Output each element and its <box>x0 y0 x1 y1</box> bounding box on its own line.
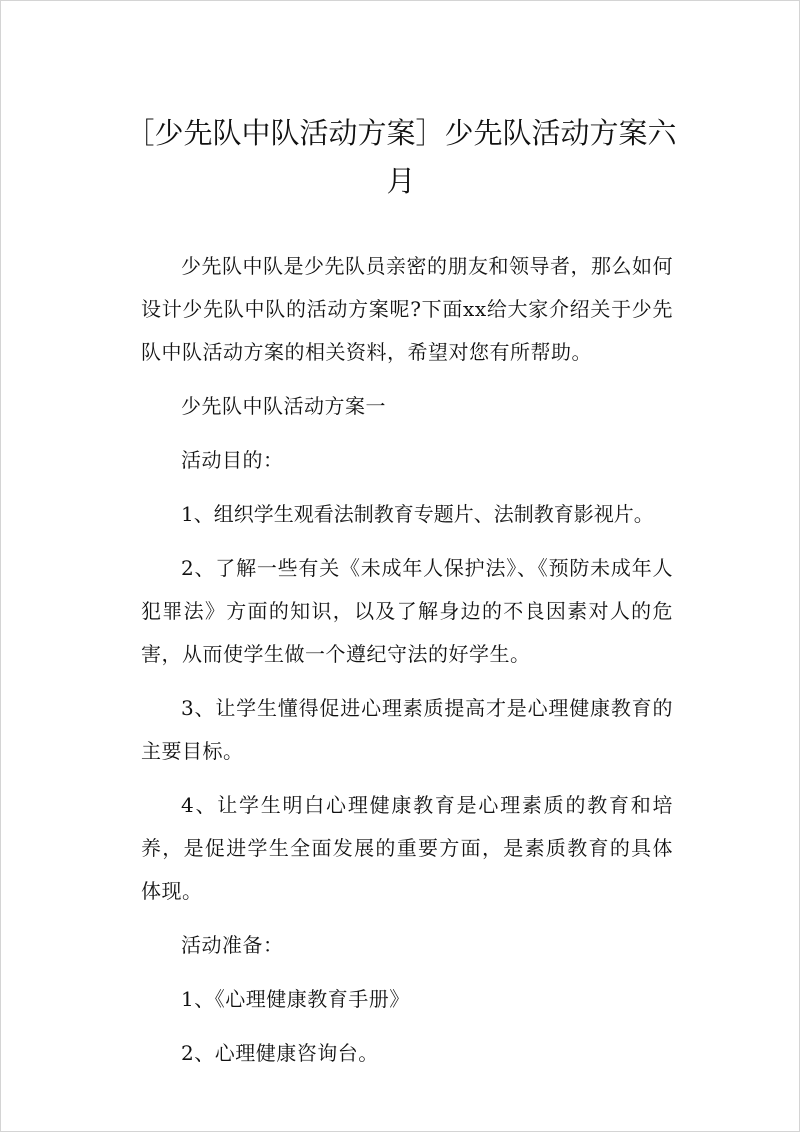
plan-heading: 少先队中队活动方案一 <box>181 394 386 418</box>
preparation-item-2: 2、心理健康咨询台。 <box>181 1041 379 1065</box>
section-heading-preparation: 活动准备： <box>181 933 284 957</box>
preparation-item-1: 1、《心理健康教育手册》 <box>181 987 410 1011</box>
intro-paragraph: 少先队中队是少先队员亲密的朋友和领导者，那么如何设计少先队中队的活动方案呢?下面xx给大家介绍关于少先队中队活动方案的相关资料，希望对您有所帮助。 <box>141 254 673 364</box>
document-body <box>141 245 673 1086</box>
purpose-item-1: 1、组织学生观看法制教育专题片、法制教育影视片。 <box>181 502 654 526</box>
purpose-item-3: 3、让学生懂得促进心理素质提高才是心理健康教育的主要目标。 <box>141 696 673 763</box>
document-title: ［少先队中队活动方案］少先队活动方案六月 <box>125 116 677 198</box>
section-heading-purpose: 活动目的： <box>181 448 284 472</box>
purpose-item-2: 2、了解一些有关《未成年人保护法》、《预防未成年人犯罪法》方面的知识，以及了解身边的不良因素对人的危害，从而使学生做一个遵纪守法的好学生。 <box>141 556 673 666</box>
purpose-item-4: 4、让学生明白心理健康教育是心理素质的教育和培养，是促进学生全面发展的重要方面，是素质教育的具体体现。 <box>141 793 673 903</box>
